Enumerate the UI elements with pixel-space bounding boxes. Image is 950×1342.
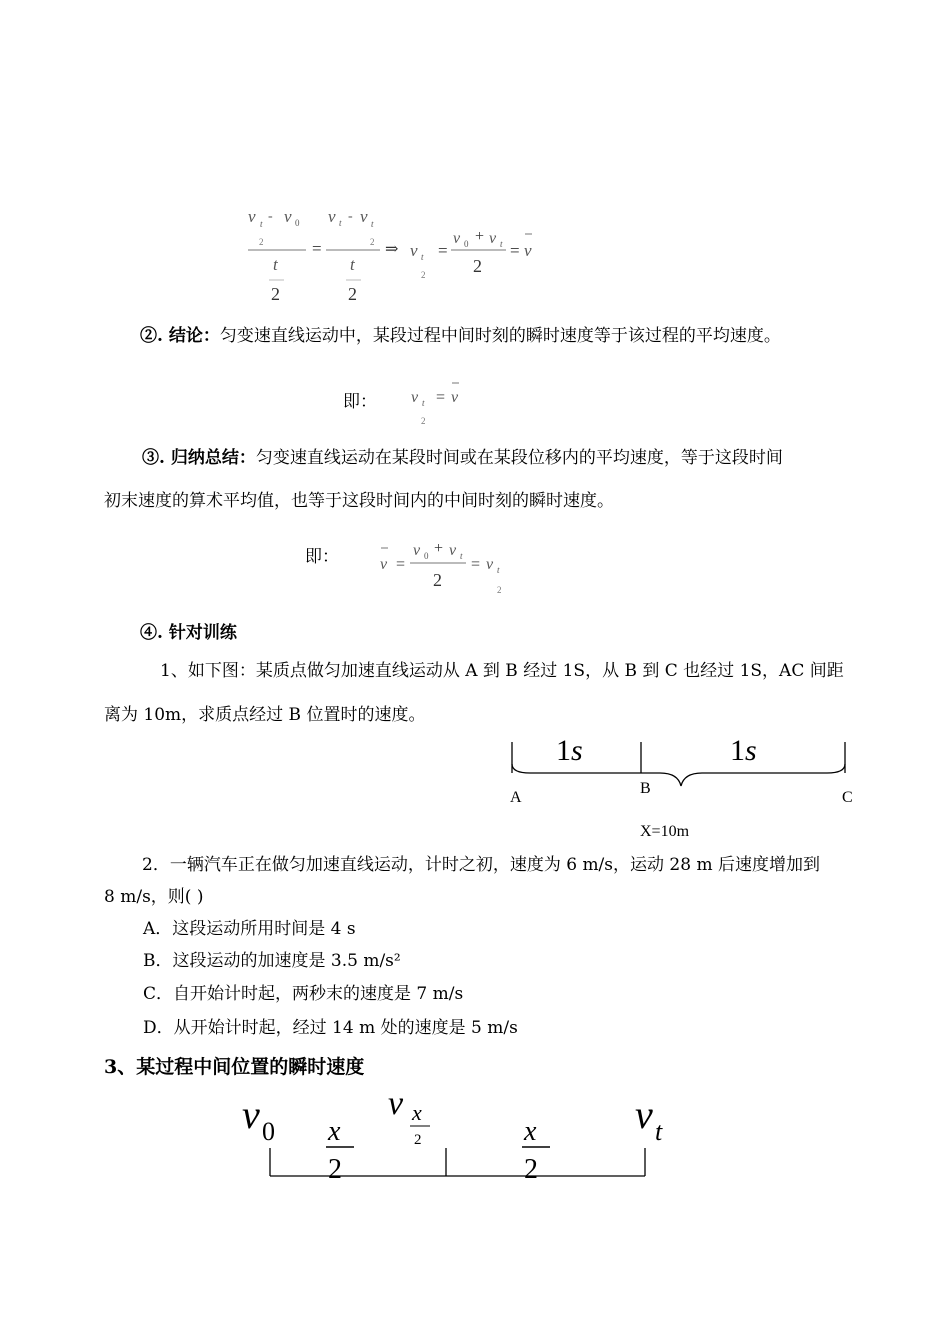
summary-ji: 即： [305, 547, 339, 567]
svg-text:v: v [451, 389, 459, 406]
svg-text:2: 2 [421, 416, 426, 426]
svg-text:v: v [410, 241, 418, 260]
q2-line1: 2．一辆汽车正在做匀加速直线运动，计时之初，速度为 6 m/s，运动 28 m 后速度增加到 [142, 855, 820, 875]
svg-text:-: - [268, 209, 273, 224]
svg-text:2: 2 [473, 256, 482, 276]
summary-line2: 初末速度的算术平均值，也等于这段时间内的中间时刻的瞬时速度。 [104, 491, 614, 511]
summary-text-1: 匀变速直线运动在某段时间或在某段位移内的平均速度，等于这段时间 [255, 448, 783, 468]
svg-text:t: t [273, 255, 278, 274]
option-c: C．自开始计时起，两秒末的速度是 7 m/s [143, 984, 464, 1004]
svg-text:2: 2 [497, 585, 502, 595]
svg-text:x: x [328, 1116, 341, 1147]
q1-line1: 1、如下图：某质点做匀加速直线运动从 A 到 B 经过 1S，从 B 到 C 也经过 1S，AC 间距 [160, 661, 844, 681]
svg-text:=: = [396, 556, 406, 573]
svg-text:t: t [497, 565, 500, 575]
svg-text:2: 2 [370, 237, 375, 247]
svg-text:v: v [489, 230, 497, 247]
svg-text:2: 2 [414, 1132, 422, 1148]
svg-text:v: v [524, 241, 532, 260]
svg-text:2: 2 [524, 1154, 538, 1183]
svg-text:t: t [422, 398, 425, 408]
conclusion-formula [408, 380, 478, 430]
svg-text:v: v [486, 556, 494, 573]
svg-text:t: t [371, 219, 374, 229]
conclusion-text: 匀变速直线运动中，某段过程中间时刻的瞬时速度等于该过程的平均速度。 [219, 326, 781, 346]
option-d: D．从开始计时起，经过 14 m 处的速度是 5 m/s [143, 1018, 518, 1038]
svg-text:=: = [436, 389, 446, 406]
option-b: B．这段运动的加速度是 3.5 m/s² [143, 951, 401, 971]
summary-line1 [142, 446, 783, 470]
svg-text:2: 2 [271, 284, 280, 304]
svg-text:t: t [421, 252, 424, 262]
svg-text:v: v [453, 230, 461, 247]
svg-text:v: v [635, 1092, 653, 1137]
svg-text:v: v [328, 207, 336, 226]
svg-text:v: v [411, 389, 419, 406]
ab-bc-diagram [500, 728, 870, 843]
point-c-label: C [842, 789, 853, 806]
svg-text:+: + [475, 228, 485, 245]
training-heading: ④. 针对训练 [140, 623, 237, 643]
svg-text:=: = [438, 241, 448, 260]
derivation-formula [240, 200, 560, 310]
svg-text:⇒: ⇒ [385, 241, 399, 258]
distance-label: X=10m [640, 823, 690, 840]
point-a-label: A [510, 789, 522, 806]
midpoint-position-diagram [230, 1088, 690, 1183]
svg-text:2: 2 [328, 1154, 342, 1183]
conclusion-ji: 即： [343, 392, 377, 412]
q2-line2: 8 m/s，则( ) [104, 887, 204, 907]
svg-text:0: 0 [424, 551, 429, 561]
brace [512, 764, 845, 786]
svg-text:2: 2 [259, 237, 264, 247]
svg-text:0: 0 [464, 239, 469, 249]
svg-text:2: 2 [348, 284, 357, 304]
svg-text:v: v [388, 1088, 404, 1122]
svg-text:t: t [460, 551, 463, 561]
svg-text:t: t [655, 1117, 663, 1146]
svg-text:+: + [434, 540, 444, 557]
summary-label: ③. 归纳总结： [142, 448, 256, 468]
section3-heading: 3、某过程中间位置的瞬时速度 [104, 1056, 365, 1078]
svg-text:t: t [260, 219, 263, 229]
svg-text:t: t [500, 239, 503, 249]
summary-formula [376, 536, 516, 598]
svg-text:2: 2 [433, 570, 442, 590]
conclusion-paragraph [140, 324, 781, 348]
seg2-label: 1s [730, 734, 757, 767]
svg-text:v: v [248, 207, 256, 226]
svg-text:v: v [380, 556, 388, 573]
svg-text:v: v [449, 542, 457, 559]
svg-text:x: x [524, 1116, 537, 1147]
conclusion-label: ②. 结论： [140, 326, 220, 346]
svg-text:0: 0 [262, 1117, 275, 1146]
svg-text:v: v [242, 1092, 260, 1137]
seg1-label: 1s [556, 734, 583, 767]
svg-text:v: v [360, 207, 368, 226]
point-b-label: B [640, 780, 651, 797]
svg-text:=: = [471, 556, 481, 573]
option-a: A．这段运动所用时间是 4 s [143, 919, 356, 939]
q1-line2: 离为 10m，求质点经过 B 位置时的速度。 [104, 705, 426, 725]
svg-text:0: 0 [295, 218, 300, 228]
svg-text:2: 2 [421, 270, 426, 280]
svg-text:v: v [413, 542, 421, 559]
svg-text:=: = [510, 241, 520, 260]
svg-text:t: t [350, 255, 355, 274]
svg-text:x: x [412, 1100, 422, 1125]
svg-text:t: t [339, 218, 342, 228]
svg-text:=: = [312, 239, 322, 258]
svg-text:-: - [348, 209, 353, 224]
svg-text:v: v [284, 207, 292, 226]
